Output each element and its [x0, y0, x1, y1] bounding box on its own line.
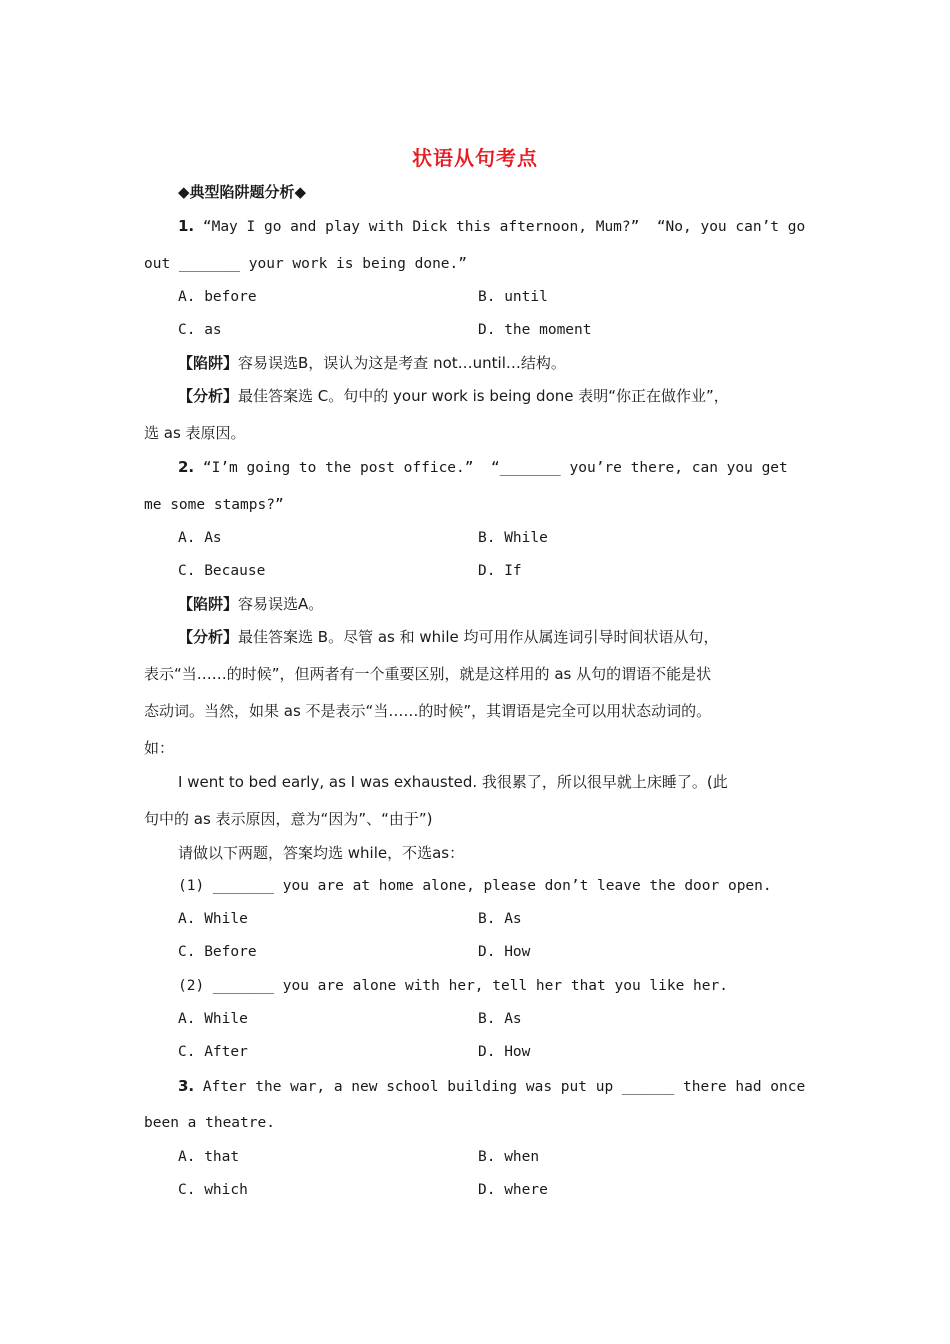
subquestion-2-option-d: D. How — [478, 1044, 531, 1060]
question-3-option-b: B. when — [478, 1149, 540, 1165]
analysis-text: 最佳答案选 B。尽管 as 和 while 均可用作从属连词引导时间状语从句， — [238, 628, 719, 646]
question-1-option-b: B. until — [478, 289, 548, 305]
question-2-option-b: B. While — [478, 530, 548, 546]
page-title: 状语从句考点 — [412, 146, 538, 170]
question-1-line-2: out _______ your work is being done.” — [144, 256, 468, 272]
question-3-text-1: After the war, a new school building was put up ______ there had once — [194, 1079, 806, 1095]
question-2-analysis-2: 表示“当……的时候”，但两者有一个重要区别，就是这样用的 as 从句的谓语不能是状 — [144, 665, 712, 683]
subquestion-2-option-c: C. After — [178, 1044, 248, 1060]
trap-text: 容易误选B，误认为这是考查 not…until…结构。 — [238, 354, 566, 372]
section-heading: ◆典型陷阱题分析◆ — [178, 183, 307, 201]
subquestion-1-option-b: B. As — [478, 911, 522, 927]
question-1-text-1: “May I go and play with Dick this afternoon, Mum?” “No, you can’t go — [194, 219, 806, 235]
analysis-label: 【分析】 — [178, 628, 239, 646]
subquestion-2-option-a: A. While — [178, 1011, 248, 1027]
trap-text: 容易误选A。 — [238, 595, 324, 613]
trap-label: 【陷阱】 — [178, 354, 239, 372]
question-2-trap — [178, 594, 323, 614]
question-2-text-1: “I’m going to the post office.” “_______ you’re there, can you get — [194, 460, 788, 476]
question-3-line-1 — [178, 1076, 805, 1097]
question-2-option-a: A. As — [178, 530, 222, 546]
question-3-option-c: C. which — [178, 1182, 248, 1198]
question-3-option-d: D. where — [478, 1182, 548, 1198]
question-2-number: 2. — [178, 458, 195, 476]
subquestion-1-stem: (1) _______ you are at home alone, please don’t leave the door open. — [178, 878, 772, 894]
question-2-analysis-1 — [178, 627, 719, 647]
question-1-analysis-1 — [178, 386, 729, 406]
question-3-line-2: been a theatre. — [144, 1115, 275, 1131]
question-1-option-c: C. as — [178, 322, 222, 338]
question-2-line-2: me some stamps?” — [144, 497, 284, 513]
question-1-option-a: A. before — [178, 289, 257, 305]
question-3-number: 3. — [178, 1077, 195, 1095]
question-3-option-a: A. that — [178, 1149, 240, 1165]
question-2-example-2: 句中的 as 表示原因，意为“因为”、“由于”) — [144, 810, 433, 828]
question-1-number: 1. — [178, 217, 195, 235]
question-1-option-d: D. the moment — [478, 322, 592, 338]
question-1-analysis-2: 选 as 表原因。 — [144, 424, 246, 442]
trap-label: 【陷阱】 — [178, 595, 239, 613]
question-2-line-1 — [178, 457, 788, 478]
question-1-line-1 — [178, 216, 805, 237]
question-2-option-d: D. If — [478, 563, 522, 579]
analysis-text: 最佳答案选 C。句中的 your work is being done 表明“你正在做作业”， — [238, 387, 729, 405]
subquestion-1-option-a: A. While — [178, 911, 248, 927]
question-2-analysis-4: 如： — [144, 739, 175, 757]
subquestion-1-option-c: C. Before — [178, 944, 257, 960]
question-2-example-1: I went to bed early, as I was exhausted. 我很累了，所以很早就上床睡了。(此 — [178, 773, 728, 791]
question-2-option-c: C. Because — [178, 563, 266, 579]
subquestion-2-option-b: B. As — [478, 1011, 522, 1027]
subquestion-1-option-d: D. How — [478, 944, 531, 960]
question-2-instruction: 请做以下两题，答案均选 while，不选as： — [178, 844, 465, 862]
question-2-analysis-3: 态动词。当然，如果 as 不是表示“当……的时候”，其谓语是完全可以用状态动词的。 — [144, 702, 712, 720]
subquestion-2-stem: (2) _______ you are alone with her, tell her that you like her. — [178, 978, 728, 994]
analysis-label: 【分析】 — [178, 387, 239, 405]
question-1-trap — [178, 353, 566, 373]
